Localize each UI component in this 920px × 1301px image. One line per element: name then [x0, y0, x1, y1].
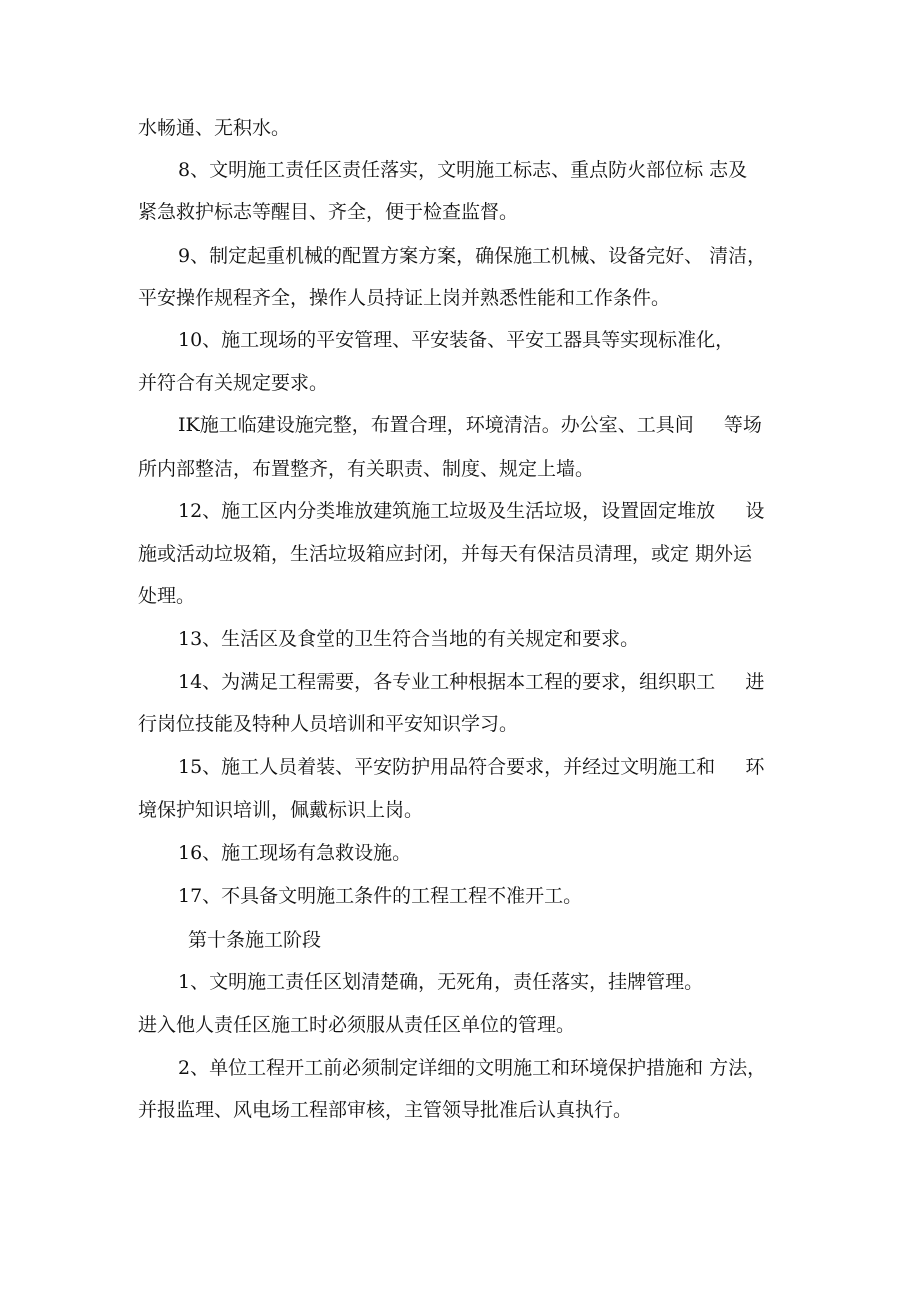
- text-line: 行岗位技能及特种人员培训和平安知识学习。: [138, 713, 519, 735]
- text-line: 平安操作规程齐全，操作人员持证上岗并熟悉性能和工作条件。: [138, 287, 671, 309]
- text-line: 处理。: [138, 585, 196, 607]
- text-line: 紧急救护标志等醒目、齐全，便于检查监督。: [138, 201, 519, 223]
- text-line: 境保护知识培训，佩戴标识上岗。: [138, 799, 424, 821]
- text-line: 12、施工区内分类堆放建筑施工垃圾及生活垃圾，设置固定堆放 设: [178, 500, 765, 522]
- text-line: 并符合有关规定要求。: [138, 372, 329, 394]
- section-heading: 第十条施工阶段: [188, 929, 322, 951]
- text-line: 10、施工现场的平安管理、平安装备、平安工器具等实现标准化，: [178, 329, 735, 351]
- text-line: 进入他人责任区施工时必须服从责任区单位的管理。: [138, 1014, 576, 1036]
- text-line: 施或活动垃圾箱，生活垃圾箱应封闭，并每天有保洁员清理，或定 期外运: [138, 543, 753, 565]
- text-line: 水畅通、无积水。: [138, 117, 291, 139]
- text-line: 8、文明施工责任区责任落实，文明施工标志、重点防火部位标 志及: [178, 159, 748, 181]
- text-line: 9、制定起重机械的配置方案方案，确保施工机械、设备完好、 清洁，: [178, 245, 767, 267]
- text-line: 所内部整洁，布置整齐，有关职责、制度、规定上墙。: [138, 458, 595, 480]
- text-line: 2、单位工程开工前必须制定详细的文明施工和环境保护措施和 方法，: [178, 1057, 767, 1079]
- text-line: 15、施工人员着装、平安防护用品符合要求，并经过文明施工和 环: [178, 756, 765, 778]
- text-line: 并报监理、风电场工程部审核，主管领导批准后认真执行。: [138, 1099, 633, 1121]
- text-line: IK施工临建设施完整，布置合理，环境清洁。办公室、工具间 等场: [178, 414, 762, 436]
- text-line: 16、施工现场有急救设施。: [178, 842, 412, 864]
- text-line: 1、文明施工责任区划清楚确，无死角，责任落实，挂牌管理。: [178, 971, 704, 993]
- text-line: 13、生活区及食堂的卫生符合当地的有关规定和要求。: [178, 628, 640, 650]
- text-line: 14、为满足工程需要，各专业工种根据本工程的要求，组织职工 进: [178, 671, 765, 693]
- text-line: 17、不具备文明施工条件的工程工程不准开工。: [178, 885, 583, 907]
